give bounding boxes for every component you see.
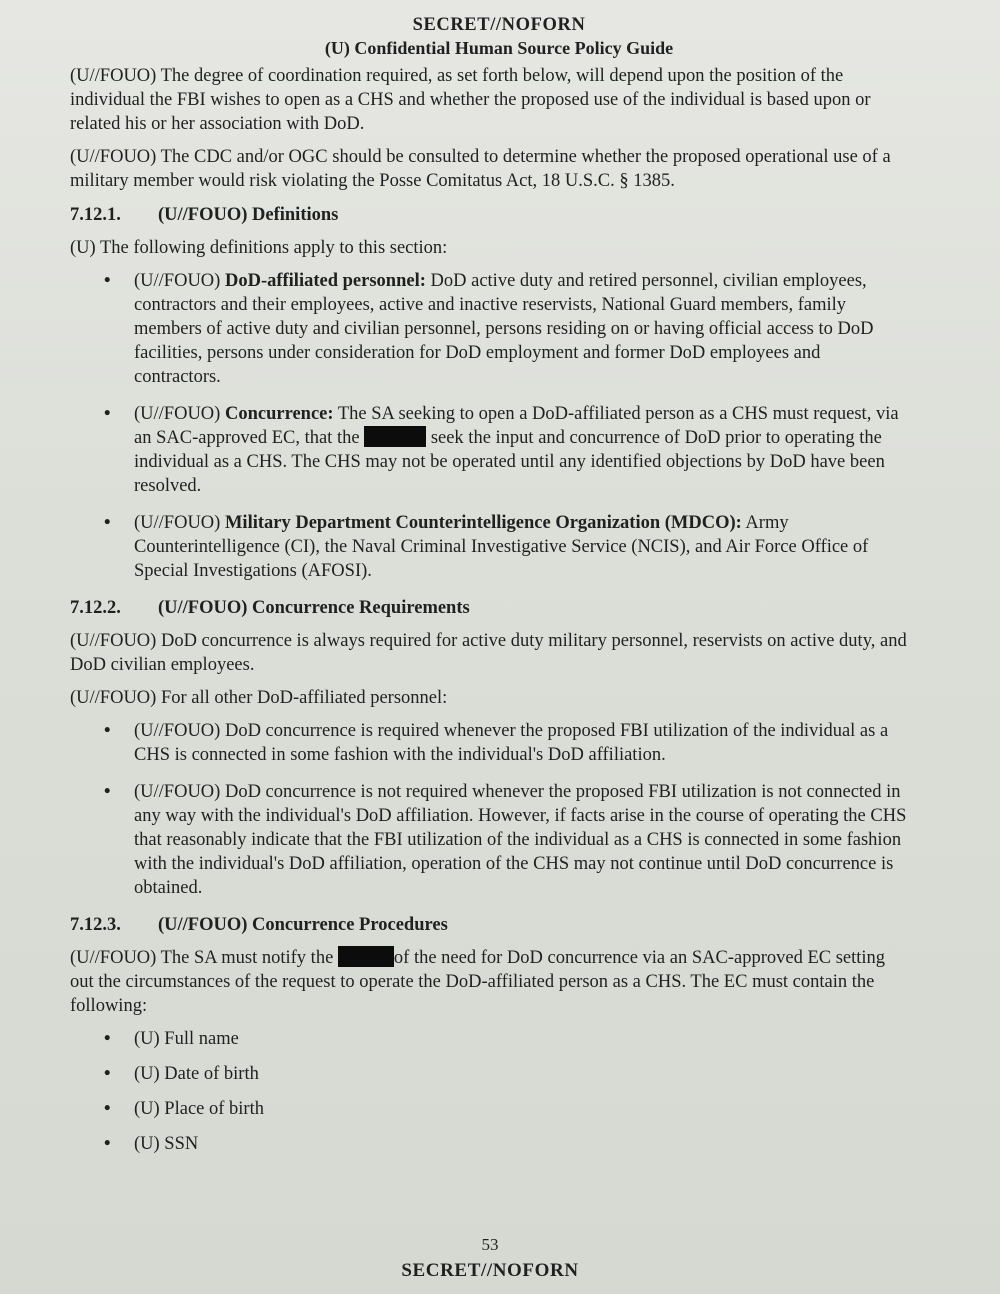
list-item-text: (U//FOUO) DoD concurrence is required whenever the proposed FBI utilization of the individual as a CHS is connected in some fashion with the individual's DoD affiliation. [134, 721, 889, 765]
section-title: (U//FOUO) Concurrence Procedures [158, 915, 448, 935]
list-item [104, 402, 908, 498]
procedures-text: (U//FOUO) The SA must notify the [70, 948, 338, 968]
definition-text: Army Counterintelligence (CI), the Naval Criminal Investigative Service (NCIS), and Air Force Office of Special Investigations (AFOSI). [134, 513, 869, 581]
bullet-icon: • [104, 1099, 111, 1119]
bullet-icon: • [104, 721, 111, 741]
requirements-paragraph-1: (U//FOUO) DoD concurrence is always required for active duty military personnel, reservists on active duty, and DoD civilian employees. [70, 631, 907, 675]
list-item [104, 719, 908, 767]
section-heading-concurrence-procedures [70, 913, 908, 937]
section-number: 7.12.2. [70, 598, 121, 618]
redaction-block [338, 946, 394, 967]
definitions-list [70, 269, 908, 583]
section-heading-definitions [70, 203, 908, 227]
list-item-text: (U) SSN [134, 1134, 199, 1154]
definition-term: DoD-affiliated personnel: [224, 271, 426, 291]
redaction-block [364, 426, 426, 447]
requirements-paragraph-2: (U//FOUO) For all other DoD-affiliated personnel: [70, 688, 448, 708]
bullet-icon: • [104, 404, 111, 424]
list-item [104, 1062, 908, 1086]
list-item [104, 269, 908, 389]
bullet-icon: • [104, 271, 111, 291]
section-title: (U//FOUO) Concurrence Requirements [158, 598, 470, 618]
bullet-icon: • [104, 1064, 111, 1084]
intro-paragraph-2: (U//FOUO) The CDC and/or OGC should be consulted to determine whether the proposed operational use of a military member would risk violating the Posse Comitatus Act, 18 U.S.C. § 1385. [70, 147, 891, 191]
list-item [104, 1132, 908, 1156]
definition-text: The SA seeking to open a DoD-affiliated person as a CHS must request, via an SAC-approved EC, that the [134, 404, 899, 448]
list-item-text: (U) Date of birth [134, 1064, 259, 1084]
bottom-classification-marking: SECRET//NOFORN [401, 1260, 579, 1281]
top-classification-marking: SECRET//NOFORN [412, 15, 586, 35]
bullet-icon: • [104, 513, 111, 533]
definition-term: Concurrence: [224, 404, 334, 424]
definition-text: DoD active duty and retired personnel, civilian employees, contractors and their employees, active and inactive reservists, National Guard members, family members of active duty and civilian personnel, persons residing on or having official access to DoD facilities, persons under consideration for DoD employment and former DoD employees and contractors. [134, 271, 874, 387]
section-heading-concurrence-requirements [70, 596, 908, 620]
page-header [90, 14, 908, 60]
section-title: (U//FOUO) Definitions [158, 205, 339, 225]
list-item-text: (U) Full name [134, 1029, 239, 1049]
marking-prefix: (U//FOUO) [134, 404, 225, 424]
procedures-paragraph [70, 946, 908, 1018]
page-number: 53 [481, 1235, 499, 1254]
list-item [104, 1027, 908, 1051]
marking-prefix: (U//FOUO) [134, 513, 225, 533]
definitions-lead: (U) The following definitions apply to this section: [70, 238, 448, 258]
definition-term: Military Department Counterintelligence Organization (MDCO): [224, 513, 742, 533]
document-title: (U) Confidential Human Source Policy Guide [324, 38, 674, 58]
ec-contents-list [70, 1027, 908, 1156]
bullet-icon: • [104, 1029, 111, 1049]
list-item [104, 1097, 908, 1121]
intro-paragraph-1: (U//FOUO) The degree of coordination required, as set forth below, will depend upon the position of the individual the FBI wishes to open as a CHS and whether the proposed use of the individual is based upon or related his or her association with DoD. [70, 66, 871, 134]
requirements-list [70, 719, 908, 900]
list-item [104, 780, 908, 900]
list-item-text: (U) Place of birth [134, 1099, 264, 1119]
bullet-icon: • [104, 1134, 111, 1154]
bullet-icon: • [104, 782, 111, 802]
section-number: 7.12.1. [70, 205, 121, 225]
page-footer [0, 1234, 1000, 1282]
list-item-text: (U//FOUO) DoD concurrence is not required whenever the proposed FBI utilization is not connected in any way with the individual's DoD affiliation. However, if facts arise in the course of operating the CHS that reasonably indicate that the FBI utilization of the individual as a CHS is connected in some fashion with the individual's DoD affiliation, operation of the CHS may not continue until DoD concurrence is obtained. [134, 782, 907, 898]
list-item [104, 511, 908, 583]
definition-text: seek the input and concurrence of DoD prior to operating the individual as a CHS. The CHS may not be operated until any identified objections by DoD have been resolved. [134, 428, 885, 496]
marking-prefix: (U//FOUO) [134, 271, 225, 291]
procedures-text: of the need for DoD concurrence via an SAC-approved EC setting out the circumstances of the request to operate the DoD-affiliated person as a CHS. The EC must contain the following: [70, 948, 886, 1016]
section-number: 7.12.3. [70, 915, 121, 935]
